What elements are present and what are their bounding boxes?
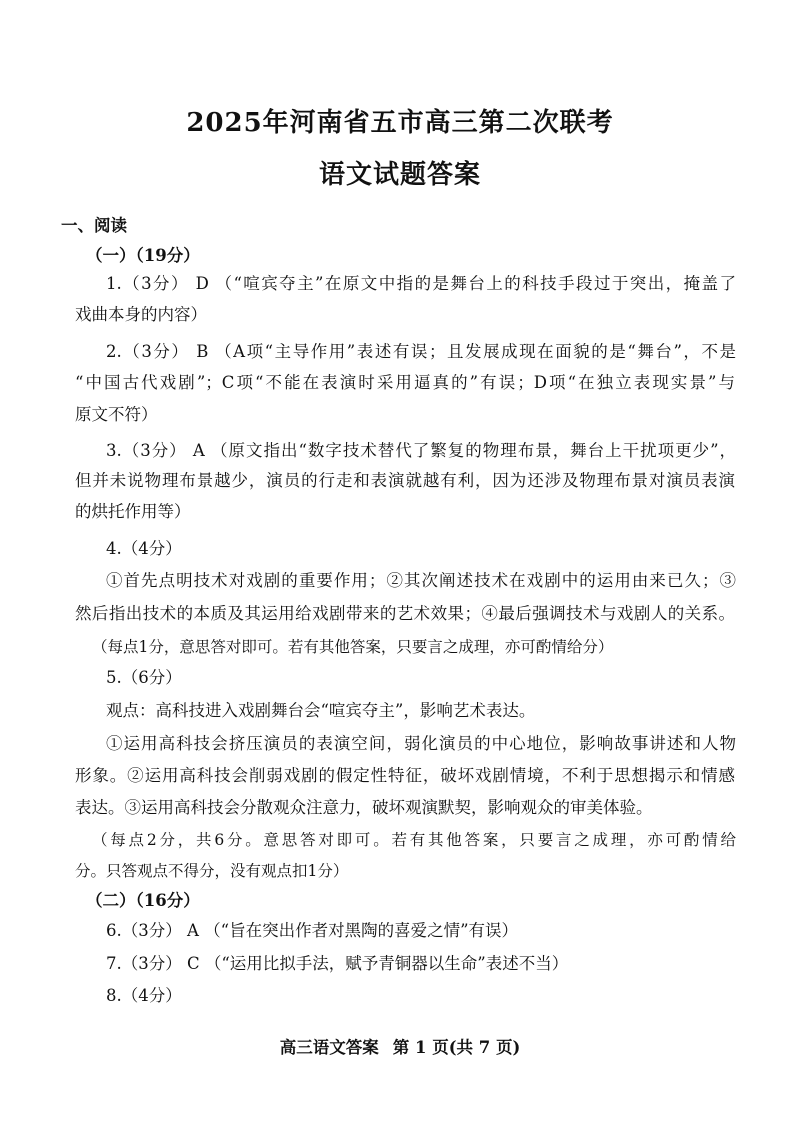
q3-answer-line1: 3.（3分） A （原文指出“数字技术替代了繁复的物理布景，舞台上干扰项更少”， [106,441,736,460]
page-title: 2025年河南省五市高三第二次联考 [186,108,614,138]
q8-label: 8.（4分） [106,986,182,1005]
page-number: 第 1 页(共 7 页) [392,1038,521,1057]
q4-label: 4.（4分） [106,539,182,558]
section-heading-reading: 一、阅读 [61,216,127,235]
q6-answer: 6.（3分） A （“旨在突出作者对黑陶的喜爱之情”有误） [106,921,519,940]
q3-answer-line3: 的烘托作用等） [75,502,191,521]
q5-label: 5.（6分） [106,668,182,687]
q5-answer-line3: 表达。③运用高科技会分散观众注意力，破坏观演默契，影响观众的审美体验。 [75,798,653,817]
q1-answer-line2: 戏曲本身的内容） [75,305,207,324]
part-heading-1: （一）（19分） [86,246,200,265]
q2-answer-line3: 原文不符） [75,405,158,424]
q3-answer-line2: 但并未说物理布景越少，演员的行走和表演就越有利，因为还涉及物理布景对演员表演 [75,471,735,490]
q7-answer: 7.（3分） C （“运用比拟手法，赋予青铜器以生命”表述不当） [106,954,569,973]
q2-answer-line2: “中国古代戏剧”；C项“不能在表演时采用逼真的”有误；D项“在独立表现实景”与 [75,373,735,392]
page-footer [0,1036,800,1060]
q5-answer-line1: ①运用高科技会挤压演员的表演空间，弱化演员的中心地位，影响故事讲述和人物 [106,734,736,753]
q4-scoring-note: （每点1分，意思答对即可。若有其他答案，只要言之成理，亦可酌情给分） [92,638,614,656]
q5-answer-line2: 形象。②运用高科技会削弱戏剧的假定性特征，破坏戏剧情境，不利于思想揭示和情感 [75,766,735,785]
q4-answer-line2: 然后指出技术的本质及其运用给戏剧带来的艺术效果；④最后强调技术与戏剧人的关系。 [75,604,735,623]
q2-answer-line1: 2.（3分） B （A项“主导作用”表述有误；且发展成现在面貌的是“舞台”，不是 [106,342,736,361]
q5-viewpoint: 观点：高科技进入戏剧舞台会“喧宾夺主”，影响艺术表达。 [106,701,536,720]
page-subtitle: 语文试题答案 [318,160,481,190]
q1-answer-line1: 1.（3分） D （“喧宾夺主”在原文中指的是舞台上的科技手段过于突出，掩盖了 [106,274,736,293]
q5-scoring-note-line1: （每点2分，共6分。意思答对即可。若有其他答案，只要言之成理，亦可酌情给 [92,831,736,849]
q4-answer-line1: ①首先点明技术对戏剧的重要作用；②其次阐述技术在戏剧中的运用由来已久；③ [106,571,736,590]
q5-scoring-note-line2: 分。只答观点不得分，没有观点扣1分） [75,862,349,880]
footer-label: 高三语文答案 [279,1038,379,1057]
part-heading-2: （二）（16分） [86,891,200,910]
